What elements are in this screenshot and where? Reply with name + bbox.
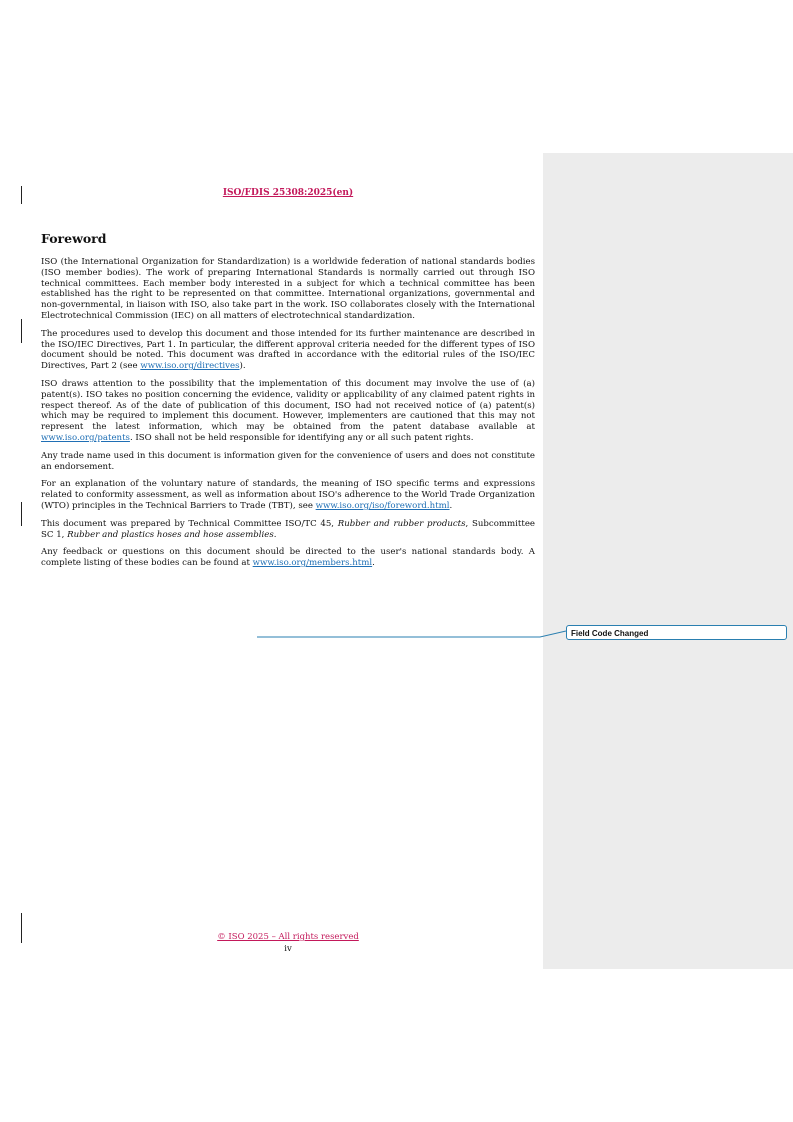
paragraph-1: ISO (the International Organization for Standardization) is a worldwide federation of national standards bodies (ISO member bodies). The work of preparing International Standards is normally carried out through ISO technical committees. Each member body interested in a subject for which a technical committee has been established has the right to be represented on that committee. International organizations, governmental and non-governmental, in liaison with ISO, also take part in the work. ISO collaborates closely with the International Electrotechnical Commission (IEC) on all matters of electrotechnical standardization. <box>41 257 535 321</box>
directives-link[interactable]: www.iso.org/directives <box>140 361 240 372</box>
foreword-link[interactable]: www.iso.org/iso/foreword.html <box>315 500 450 511</box>
copyright-footer: © ISO 2025 – All rights reserved <box>217 932 359 942</box>
members-link[interactable]: www.iso.org/members.html <box>252 558 373 569</box>
paragraph-6: This document was prepared by Technical Committee ISO/TC 45, Rubber and rubber products, Subcommittee SC 1, Rubber and plastics hoses and hose assemblies. <box>41 518 536 540</box>
patents-link[interactable]: www.iso.org/patents <box>41 432 130 443</box>
paragraph-7: Any feedback or questions on this document should be directed to the user's national standards body. A complete listing of these bodies can be found at www.iso.org/members.html. <box>41 547 535 569</box>
page-number: iv <box>284 944 292 954</box>
paragraph-2: The procedures used to develop this document and those intended for its further maintenance are described in the ISO/IEC Directives, Part 1. In particular, the different approval criteria needed for the different types of ISO document should be noted. This document was drafted in accordance with the editorial rules of the ISO/IEC Directives, Part 2 (see www.iso.org/directives). <box>41 328 535 372</box>
paragraph-3: ISO draws attention to the possibility that the implementation of this document may involve the use of (a) patent(s). ISO takes no position concerning the evidence, validity or applicability of any claimed patent rights in respect thereof. As of the date of publication of this document, ISO had not received notice of (a) patent(s) which may be required to implement this document. However, implementers are cautioned that this may not represent the latest information, which may be obtained from the patent database available at www.iso.org/patents. ISO shall not be held responsible for identifying any or all such patent rights. <box>41 378 535 443</box>
document-id-header: ISO/FDIS 25308:2025(en) <box>222 188 354 198</box>
comment-balloon-field-code-changed[interactable]: Field Code Changed <box>566 625 787 640</box>
paragraph-4: Any trade name used in this document is information given for the convenience of users and does not constitute an endorsement. <box>41 450 535 472</box>
paragraph-5: For an explanation of the voluntary nature of standards, the meaning of ISO specific terms and expressions related to conformity assessment, as well as information about ISO's adherence to the World Trade Organization (WTO) principles in the Technical Barriers to Trade (TBT), see www.iso.org/iso/foreword.html. <box>41 479 535 511</box>
section-title: Foreword <box>41 231 107 246</box>
